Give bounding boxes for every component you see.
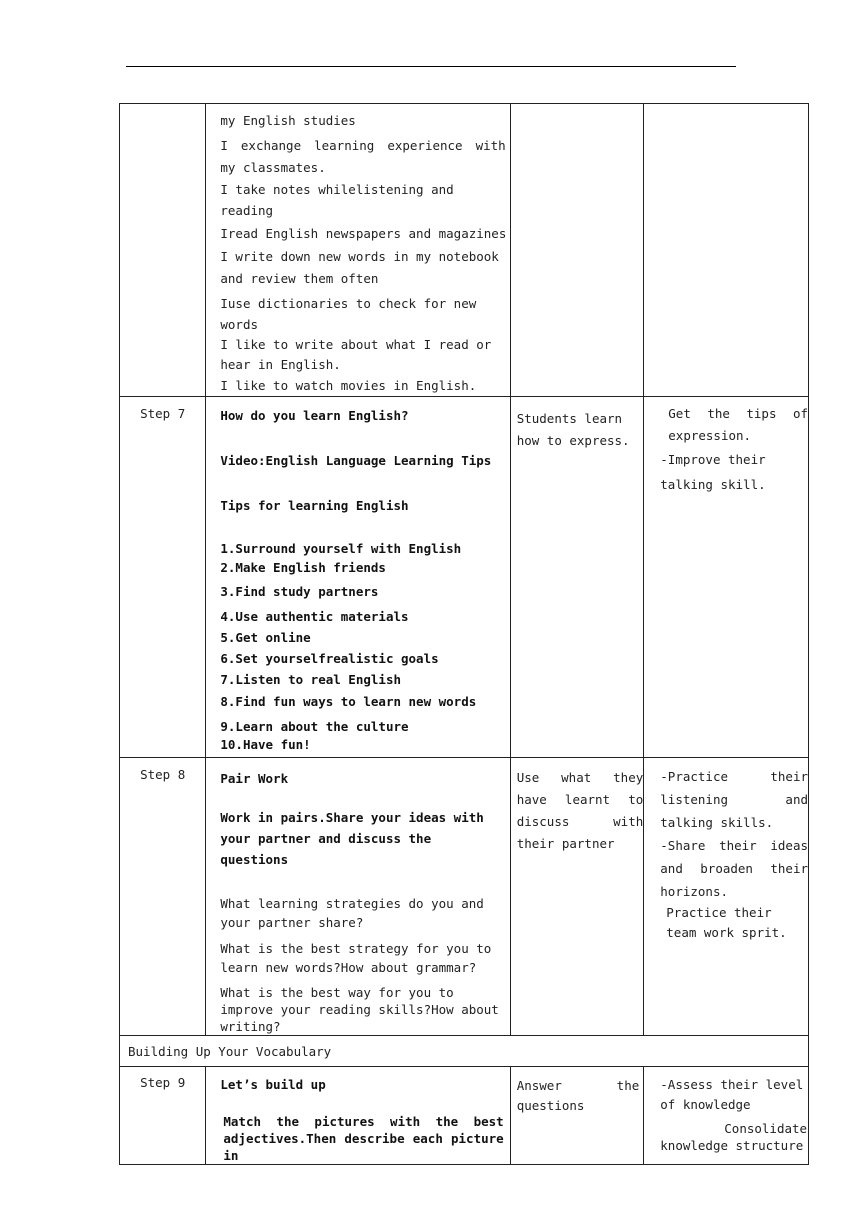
question-text: What is the best strategy for you to learn new words?How about grammar? [220, 941, 499, 975]
tip-item: 2.Make English friends [220, 560, 386, 575]
tip-item: 3.Find study partners [220, 584, 379, 599]
activity-cell [510, 1067, 647, 1165]
strategy-line: my English studies [220, 113, 356, 128]
instruction-text: Match the pictures with the best adjectives.Then describe each picture in [223, 1114, 512, 1163]
strategy-line: Iread English newspapers and magazines [220, 226, 507, 241]
step-label: Step 7 [120, 397, 206, 758]
activity-text: Answer the questions [516, 1078, 647, 1113]
purpose-item: -Improve their talking skill. [660, 452, 774, 492]
content-cell [206, 397, 510, 758]
purpose-item: -Assess their level of knowledge [660, 1077, 811, 1112]
content-cell [206, 1067, 510, 1165]
tip-item: 7.Listen to real English [220, 672, 401, 687]
activity-cell [510, 104, 644, 397]
purpose-item: Get the tips of expression. [668, 406, 816, 443]
step-title: Let’s build up [220, 1077, 326, 1092]
strategy-line: I exchange learning experience with my classmates. [220, 138, 514, 175]
tip-item: 10.Have fun! [220, 737, 311, 752]
tip-item: 9.Learn about the culture [220, 719, 409, 734]
tip-item: 4.Use authentic materials [220, 609, 409, 624]
purpose-item: -Practice their listening and talking skills. [660, 769, 816, 830]
purpose-item: Practice their team work sprit. [666, 905, 787, 940]
step-title: How do you learn English? [220, 408, 409, 423]
step-label: Step 9 [120, 1067, 206, 1165]
purpose-cell [644, 1067, 815, 1165]
question-text: What learning strategies do you and your partner share? [220, 896, 492, 930]
activity-cell [510, 758, 651, 1036]
table-row [120, 758, 809, 1036]
purpose-item: -Share their ideas and broaden their horizons. [660, 838, 816, 899]
header-rule [126, 66, 736, 67]
purpose-cell [644, 758, 816, 1036]
purpose-cell [644, 397, 816, 758]
tip-item: 6.Set yourselfrealistic goals [220, 651, 439, 666]
tips-heading: Tips for learning English [220, 498, 409, 513]
table-row [120, 104, 809, 397]
strategy-line: I like to write about what I read or hear in English. [220, 337, 499, 372]
question-text: What is the best way for you to improve your reading skills?How about writing? [220, 985, 507, 1034]
strategy-line: I like to watch movies in English. [220, 378, 477, 393]
lesson-plan-table [119, 103, 816, 1165]
strategy-line: I write down new words in my notebook and review them often [220, 249, 507, 286]
step-label: Step 8 [120, 758, 206, 1036]
tip-item: 8.Find fun ways to learn new words [220, 694, 477, 709]
purpose-cell [644, 104, 809, 397]
step-cell [120, 104, 206, 397]
video-title: Video:English Language Learning Tips [220, 453, 492, 468]
content-cell [206, 104, 514, 397]
table-row [120, 1067, 809, 1165]
tip-item: 5.Get online [220, 630, 311, 645]
strategy-line: Iuse dictionaries to check for new words [220, 296, 484, 332]
activity-text: Use what they have learnt to discuss with their partner [516, 770, 651, 851]
table-row [120, 397, 809, 758]
section-title: Building Up Your Vocabulary [120, 1036, 809, 1067]
activity-cell [510, 397, 644, 758]
content-cell [206, 758, 510, 1036]
step-title: Pair Work [220, 771, 289, 786]
activity-text: Students learn how to express. [516, 411, 630, 448]
strategy-line: I take notes whilelistening and reading [220, 182, 462, 218]
section-row [120, 1036, 809, 1067]
purpose-item: Consolidate knowledge structure [660, 1121, 815, 1153]
instruction-text: Work in pairs.Share your ideas with your partner and discuss the questions [220, 810, 492, 867]
tip-item: 1.Surround yourself with English [220, 541, 462, 556]
